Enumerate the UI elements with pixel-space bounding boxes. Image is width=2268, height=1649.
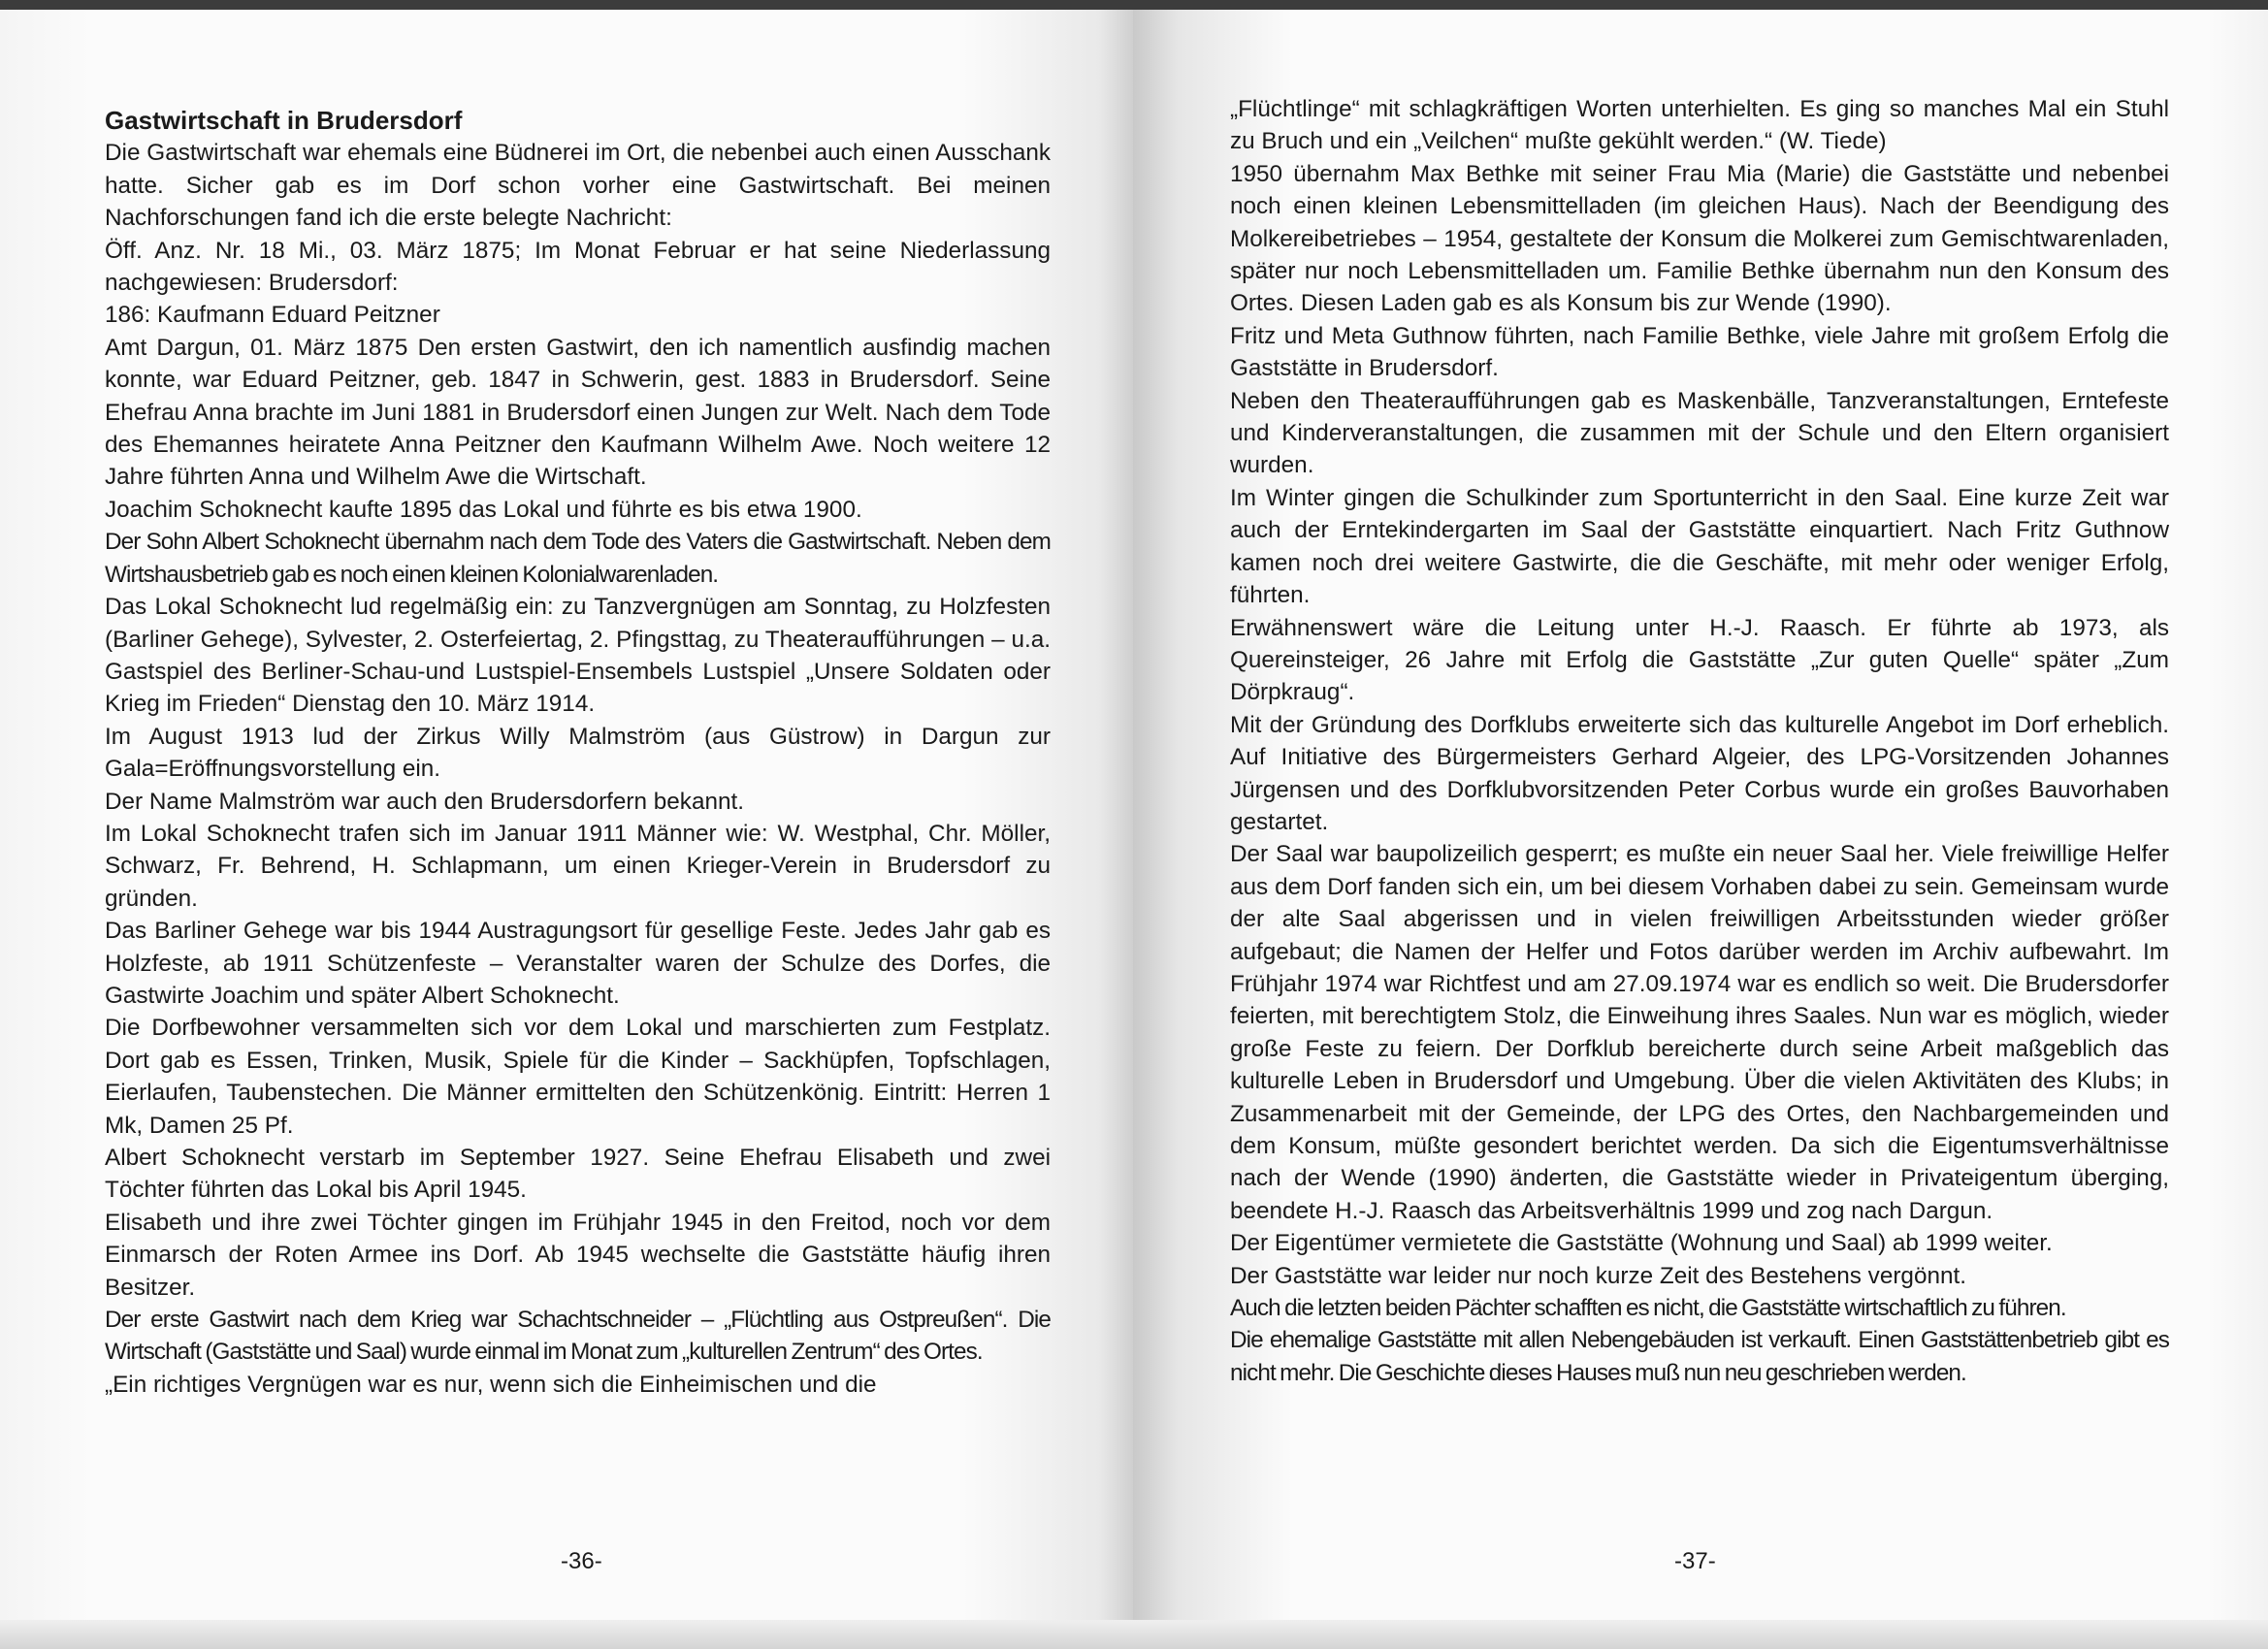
paragraph: Der Name Malmström war auch den Brudersdorfern bekannt. xyxy=(105,788,744,815)
paragraph: Auch die letzten beiden Pächter schafften es nicht, die Gaststätte wirtschaftlich zu führen. xyxy=(1230,1295,2066,1322)
paragraph: Das Lokal Schoknecht lud regelmäßig ein: zu Tanzvergnügen am Sonntag, zu Holzfesten (Barliner Gehege), Sylvester, 2. Osterfeiertag, 2. Pfingsttag, zu Theateraufführungen – u.a. Gastspiel des Berliner-Schau-und Lustspiel-Ensembels Lustspiel „Unsere Soldaten oder Krieg im Frieden“ Dienstag den 10. März 1914. xyxy=(105,594,1051,718)
left-page-text xyxy=(105,105,1051,1401)
paragraph: Joachim Schoknecht kaufte 1895 das Lokal und führte es bis etwa 1900. xyxy=(105,496,862,523)
paragraph: Im Lokal Schoknecht trafen sich im Januar 1911 Männer wie: W. Westphal, Chr. Möller, Schwarz, Fr. Behrend, H. Schlapmann, um einen Krieger-Verein in Brudersdorf zu gründen. xyxy=(105,820,1051,912)
paragraph: Neben den Theateraufführungen gab es Maskenbälle, Tanzveranstaltungen, Erntefeste und Kinderveranstaltungen, die zusammen mit der Schule und den Eltern organisiert wurden. xyxy=(1230,387,2169,479)
scan-bottom-edge xyxy=(0,1620,2268,1649)
page-heading: Gastwirtschaft in Brudersdorf xyxy=(105,106,463,135)
paragraph: Öff. Anz. Nr. 18 Mi., 03. März 1875; Im Monat Februar er hat seine Niederlassung nachgewiesen: Brudersdorf: xyxy=(105,237,1051,297)
paragraph: Fritz und Meta Guthnow führten, nach Familie Bethke, viele Jahre mit großem Erfolg die Gaststätte in Brudersdorf. xyxy=(1230,322,2169,382)
scan-top-edge xyxy=(0,0,2268,10)
paragraph: Die Gastwirtschaft war ehemals eine Büdnerei im Ort, die nebenbei auch einen Ausschank hatte. Sicher gab es im Dorf schon vorher eine Gastwirtschaft. Bei meinen Nachforschungen fand ich die erste belegte Nachricht: xyxy=(105,140,1051,232)
paragraph: Amt Dargun, 01. März 1875 Den ersten Gastwirt, den ich namentlich ausfindig machen konnte, war Eduard Peitzner, geb. 1847 in Schwerin, gest. 1883 in Brudersdorf. Seine Ehefrau Anna brachte im Juni 1881 in Brudersdorf einen Jungen zur Welt. Nach dem Tode des Ehemannes heiratete Anna Peitzner den Kaufmann Wilhelm Awe. Noch weitere 12 Jahre führten Anna und Wilhelm Awe die Wirtschaft. xyxy=(105,334,1051,491)
paragraph: Der Gaststätte war leider nur noch kurze Zeit des Bestehens vergönnt. xyxy=(1230,1262,1966,1289)
paragraph: Mit der Gründung des Dorfklubs erweiterte sich das kulturelle Angebot im Dorf erheblich. Auf Initiative des Bürgermeisters Gerhard Algeier, des LPG-Vorsitzenden Johannes Jürgensen und des Dorfklubvorsitzenden Peter Corbus wurde ein großes Bauvorhaben gestartet. xyxy=(1230,711,2169,835)
page-number-right: -37- xyxy=(1674,1548,1716,1574)
paragraph: Der Sohn Albert Schoknecht übernahm nach dem Tode des Vaters die Gastwirtschaft. Neben dem Wirtshausbetrieb gab es noch einen kleinen Kolonialwarenladen. xyxy=(105,529,1051,588)
paragraph: Elisabeth und ihre zwei Töchter gingen im Frühjahr 1945 in den Freitod, noch vor dem Einmarsch der Roten Armee ins Dorf. Ab 1945 wechselte die Gaststätte häufig ihren Besitzer. xyxy=(105,1209,1051,1301)
right-page-text xyxy=(1230,93,2169,1389)
paragraph: Im August 1913 lud der Zirkus Willy Malmström (aus Güstrow) in Dargun zur Gala=Eröffnungsvorstellung ein. xyxy=(105,723,1051,783)
paragraph: „Ein richtiges Vergnügen war es nur, wenn sich die Einheimischen und die xyxy=(105,1371,877,1398)
paragraph: „Flüchtlinge“ mit schlagkräftigen Worten unterhielten. Es ging so manches Mal ein Stuhl zu Bruch und ein „Veilchen“ mußte gekühlt werden.“ (W. Tiede) xyxy=(1230,96,2169,155)
paragraph: Erwähnenswert wäre die Leitung unter H.-J. Raasch. Er führte ab 1973, als Quereinsteiger, 26 Jahre mit Erfolg die Gaststätte „Zur guten Quelle“ später „Zum Dörpkraug“. xyxy=(1230,614,2169,706)
paragraph: Im Winter gingen die Schulkinder zum Sportunterricht in den Saal. Eine kurze Zeit war auch der Erntekindergarten im Saal der Gaststätte einquartiert. Nach Fritz Guthnow kamen noch drei weitere Gastwirte, die die Geschäfte, mit mehr oder weniger Erfolg, führten. xyxy=(1230,484,2169,609)
paragraph: 186: Kaufmann Eduard Peitzner xyxy=(105,302,440,329)
paragraph: 1950 übernahm Max Bethke mit seiner Frau Mia (Marie) die Gaststätte und nebenbei noch einen kleinen Lebensmittelladen (im gleichen Haus). Nach der Beendigung des Molkereibetriebes – 1954, gestaltete der Konsum die Molkerei zum Gemischtwarenladen, später nur noch Lebensmittelladen um. Familie Bethke übernahm nun den Konsum des Ortes. Diesen Laden gab es als Konsum bis zur Wende (1990). xyxy=(1230,160,2169,317)
paragraph: Albert Schoknecht verstarb im September 1927. Seine Ehefrau Elisabeth und zwei Töchter führten das Lokal bis April 1945. xyxy=(105,1145,1051,1204)
paragraph: Der Eigentümer vermietete die Gaststätte (Wohnung und Saal) ab 1999 weiter. xyxy=(1230,1230,2053,1257)
paragraph: Die ehemalige Gaststätte mit allen Nebengebäuden ist verkauft. Einen Gaststättenbetrieb gibt es nicht mehr. Die Geschichte dieses Hauses muß nun neu geschrieben werden. xyxy=(1230,1327,2169,1386)
paragraph: Das Barliner Gehege war bis 1944 Austragungsort für gesellige Feste. Jedes Jahr gab es Holzfeste, ab 1911 Schützenfeste – Veranstalter waren der Schulze des Dorfes, die Gastwirte Joachim und später Albert Schoknecht. xyxy=(105,918,1051,1009)
paragraph: Die Dorfbewohner versammelten sich vor dem Lokal und marschierten zum Festplatz. Dort gab es Essen, Trinken, Musik, Spiele für die Kinder – Sackhüpfen, Topfschlagen, Eierlaufen, Taubenstechen. Die Männer ermittelten den Schützenkönig. Eintritt: Herren 1 Mk, Damen 25 Pf. xyxy=(105,1015,1051,1139)
page-number-left: -36- xyxy=(561,1548,602,1574)
paragraph: Der Saal war baupolizeilich gesperrt; es mußte ein neuer Saal her. Viele freiwillige Helfer aus dem Dorf fanden sich ein, um bei diesem Vorhaben dabei zu sein. Gemeinsam wurde der alte Saal abgerissen und in vielen freiwilligen Arbeitsstunden wieder größer aufgebaut; die Namen der Helfer und Fotos darüber werden im Archiv aufbewahrt. Im Frühjahr 1974 war Richtfest und am 27.09.1974 war es endlich so weit. Die Brudersdorfer feierten, mit berechtigtem Stolz, die Einweihung ihres Saales. Nun war es möglich, wieder große Feste zu feiern. Der Dorfklub bereicherte durch seine Arbeit maßgeblich das kulturelle Leben in Brudersdorf und Umgebung. Über die vielen Aktivitäten des Klubs; in Zusammenarbeit mit der Gemeinde, der LPG des Ortes, den Nachbargemeinden und dem Konsum, müßte gesondert berichtet werden. Da sich die Eigentumsverhältnisse nach der Wende (1990) änderten, die Gaststätte wieder in Privateigentum überging, beendete H.-J. Raasch das Arbeitsverhältnis 1999 und zog nach Dargun. xyxy=(1230,841,2169,1224)
paragraph: Der erste Gastwirt nach dem Krieg war Schachtschneider – „Flüchtling aus Ostpreußen“. Die Wirtschaft (Gaststätte und Saal) wurde einmal im Monat zum „kulturellen Zentrum“ des Ortes. xyxy=(105,1307,1051,1366)
